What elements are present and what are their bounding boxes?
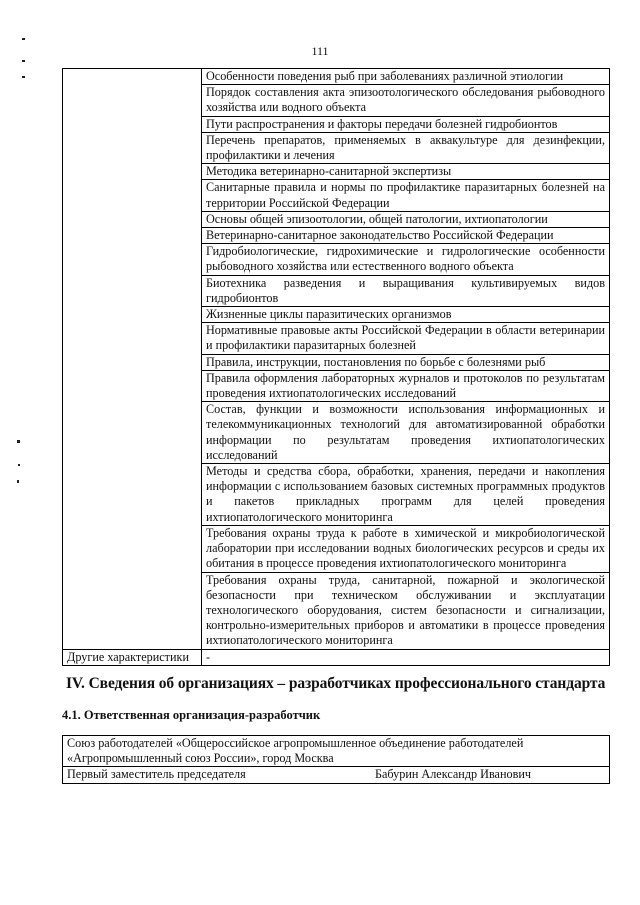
table-cell: Биотехника разведения и выращивания культивируемых видов гидробионтов [202, 275, 610, 306]
scan-speck [17, 480, 19, 483]
table-cell: Методы и средства сбора, обработки, хранения, передачи и накопления информации с использованием базовых системных программных продуктов и пакетов прикладных программ для целей проведения ихтиопатологического мониторинга [202, 464, 610, 526]
table-cell: Нормативные правовые акты Российской Федерации в области ветеринарии и профилактики паразитарных болезней [202, 323, 610, 354]
table-cell: Требования охраны труда, санитарной, пожарной и экологической безопасности при техническом обслуживании и эксплуатации технологического оборудования, систем безопасности и сигнализации, контрольно-измерительных приборов и автоматики в процессе проведения ихтиопатологического мониторинга [202, 572, 610, 649]
other-characteristics-label: Другие характеристики [63, 649, 202, 665]
organization-name: Союз работодателей «Общероссийское агропромышленное объединение работодателей «Агропромышленный союз России», город Москва [63, 736, 609, 767]
table-cell: Состав, функции и возможности использования информационных и телекоммуникационных технологий для автоматизированной обработки информации по результатам проведения ихтиопатологических исследований [202, 402, 610, 464]
table-cell: Методика ветеринарно-санитарной экспертизы [202, 164, 610, 180]
table-cell: Порядок составления акта эпизоотологического обследования рыбоводного хозяйства или водного объекта [202, 85, 610, 116]
scan-speck [17, 440, 20, 443]
signatory-row [63, 767, 609, 783]
organization-box [62, 735, 610, 784]
table-cell: Перечень препаратов, применяемых в аквакультуре для дезинфекции, профилактики и лечения [202, 132, 610, 163]
table-cell: Правила оформления лабораторных журналов и протоколов по результатам проведения ихтиопатологических исследований [202, 370, 610, 401]
subsection-heading: 4.1. Ответственная организация-разработчик [62, 708, 321, 722]
page-number: 111 [311, 44, 329, 58]
empty-label-cell [63, 69, 202, 650]
other-characteristics-value: - [202, 649, 610, 665]
scan-speck [18, 464, 20, 466]
table-row [63, 69, 610, 85]
table-cell: Ветеринарно-санитарное законодательство Российской Федерации [202, 228, 610, 244]
table-cell: Основы общей эпизоотологии, общей патологии, ихтиопатологии [202, 211, 610, 227]
table-cell: Правила, инструкции, постановления по борьбе с болезнями рыб [202, 354, 610, 370]
signatory-position: Первый заместитель председателя [67, 767, 246, 782]
scan-speck [22, 76, 25, 78]
table-cell: Санитарные правила и нормы по профилактике паразитарных болезней на территории Российской Федерации [202, 180, 610, 211]
table-cell: Пути распространения и факторы передачи болезней гидробионтов [202, 116, 610, 132]
table-row [63, 649, 610, 665]
scan-speck [22, 60, 25, 62]
table-cell: Требования охраны труда к работе в химической и микробиологической лаборатории при исследовании водных биологических ресурсов и среды их обитания в процессе проведения ихтиопатологического мониторинга [202, 525, 610, 572]
scan-speck [22, 38, 25, 40]
table-cell: Особенности поведения рыб при заболеваниях различной этиологии [202, 69, 610, 85]
table-cell: Гидробиологические, гидрохимические и гидрологические особенности рыбоводного хозяйства или естественного водного объекта [202, 244, 610, 275]
signatory-name: Бабурин Александр Иванович [375, 767, 531, 782]
knowledge-table [62, 68, 610, 666]
section-heading: IV. Сведения об организациях – разработчиках профессионального стандарта [66, 675, 606, 692]
table-cell: Жизненные циклы паразитических организмов [202, 307, 610, 323]
